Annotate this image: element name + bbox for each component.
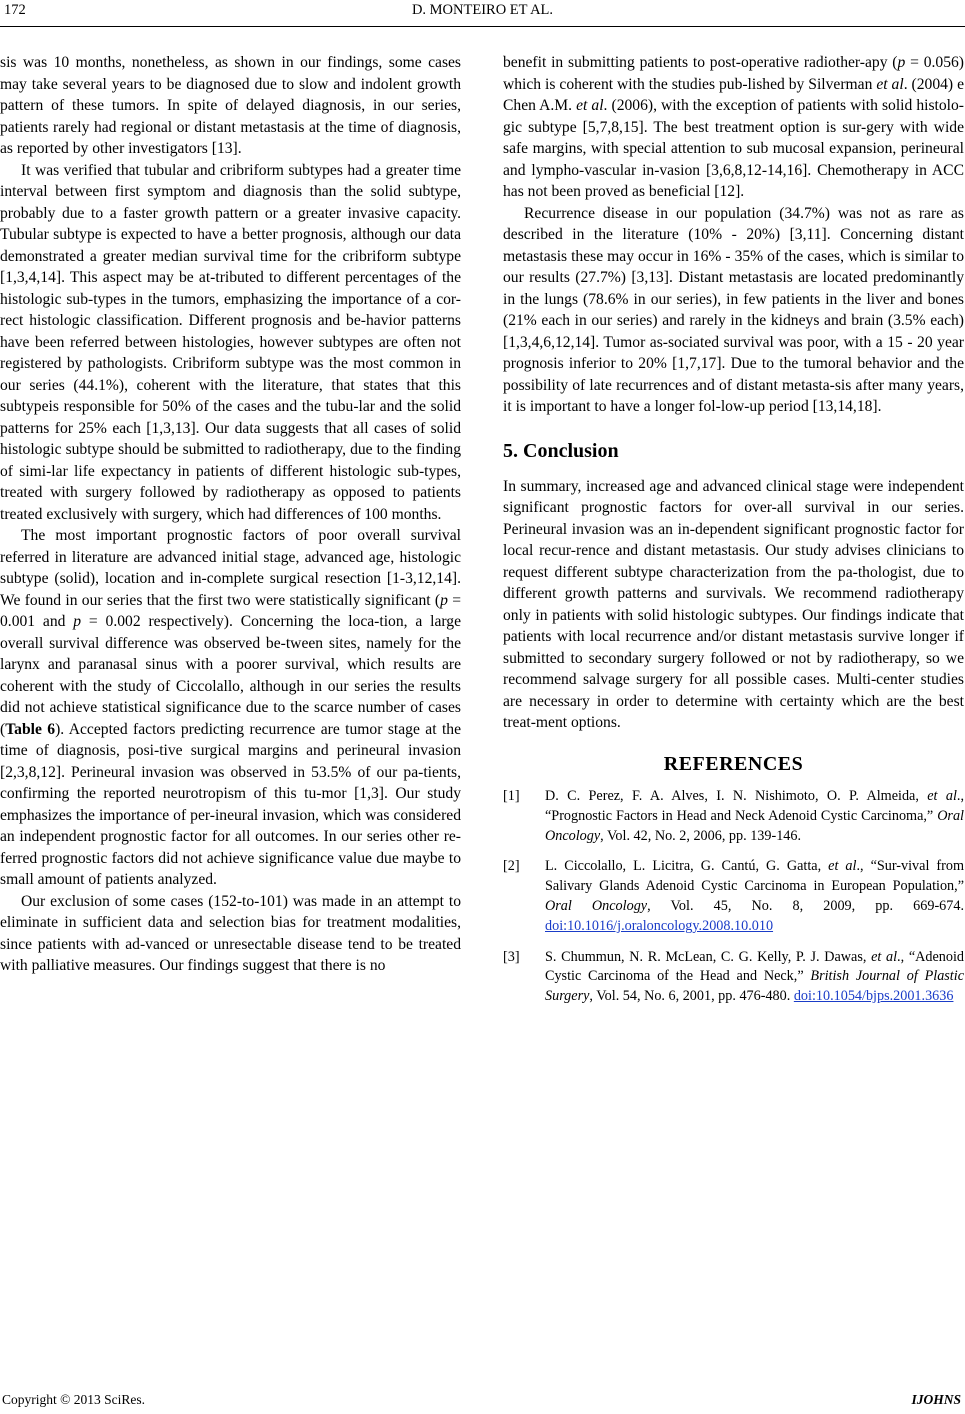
running-title: D. MONTEIRO ET AL. bbox=[411, 2, 554, 18]
text-run: = 0.056) which is coherent with the studies pub-lished by Silverman bbox=[503, 54, 964, 93]
text-run: L. Ciccolallo, L. Licitra, G. Cantú, G. Gatta, bbox=[545, 858, 829, 875]
conclusion-paragraph: In summary, increased age and advanced clinical stage were independent significant prognostic factors for over-all survival in our series. Perineural invasion was an in-dependent significant prognostic factor for local recur-rence and distant metastasis. Our study advises clinicians to request different subtype characterization from the pa-thologist, due to different growth patterns and survivals. We recommend radiotherapy only in patients with solid histologic subtypes. Our findings indicate that patients with local recurrence and/or distant metastasis survive longer if submitted to secondary surgery followed or not by radiotherapy, so we recommend salvage surgery for all possible cases. Multi-center studies are necessary in order to determine with certainty which are the best treat-ment options. bbox=[503, 477, 964, 731]
reference-number: [2] bbox=[503, 858, 520, 875]
paragraph: sis was 10 months, nonetheless, as shown in our findings, some cases may take several years to be diagnosed due to slow and indolent growth pattern of these tumors. In spite of delayed diagnosis, in our series, patients rarely had regional or distant metastasis at the time of diagnosis, as reported by other investigators [13]. bbox=[0, 54, 461, 157]
copyright-notice: Copyright © 2013 SciRes. bbox=[2, 1392, 146, 1407]
text-run: benefit in submitting patients to post-operative radiother-apy ( bbox=[503, 54, 898, 71]
reference-item bbox=[503, 948, 964, 1007]
paragraph: Recurrence disease in our population (34.7%) was not as rare as described in the literature (10% - 20%) [3,11]. Concerning distant metastasis these may occur in 16% - 35% of the cases, which is similar to our results (27.7%) [3,13]. Distant metastasis are located predominantly in the lungs (78.6% in our series), in few patients in the liver and bones (21% each in our series) and rarely in the kidneys and brain (3.5% each) [1,3,4,6,12,14]. Tumor as-sociated survival was poor, with a 15 - 20 year prognosis inferior to 20% [1,7,17]. Due to the tumoral behavior and the possibility of late recurrences and of distant metasta-sis after many years, it is important to have a longer fol-low-up period [13,14,18]. bbox=[503, 204, 964, 415]
et-al: et al bbox=[828, 858, 857, 875]
text-run: ). Accepted factors predicting recurrence are tumor stage at the time of diagnosis, posi-tive surgical margins and perineural invasion [2,3,8,12]. Perineural invasion was observed in 53.5% of our pa-tients, confirming the reported neurotropism of this tu-mor [1,3]. Our study emphasizes the importance of per-ineural invasion, which was considered an independent prognostic factor for all outcomes. In our series other re-ferred prognostic factors did not achieve significance value due maybe to small amount of patients analyzed. bbox=[0, 720, 461, 888]
conclusion-heading: 5. Conclusion bbox=[503, 439, 619, 462]
table-reference: Table 6 bbox=[5, 720, 56, 738]
text-run: . (2006), with the exception of patients with solid histolo-gic subtype [5,7,8,15]. The best treatment option is sur-gery with wide safe margins, with special attention to sub mucosal expansion, perineural and lympho-vascular in-vasion [3,6,8,12-14,16]. Chemotherapy in ACC has not been proved as beneficial [12]. bbox=[503, 97, 964, 200]
et-al: et al bbox=[927, 788, 957, 804]
text-run: ., “Sur-vival from Salivary Glands Adenoid Cystic Carcinoma in European Population,” bbox=[545, 858, 964, 895]
text-run: The most important prognostic factors of poor overall survival referred in literature are advanced initial stage, advanced age, histologic subtype (solid), location and in-complete surgical resection [1-3,12,14]. We found in our series that the first two were statistically significant ( bbox=[0, 527, 461, 609]
header-rule bbox=[0, 26, 965, 27]
right-column bbox=[503, 52, 964, 1018]
reference-text bbox=[545, 857, 964, 936]
journal-name: Oral Oncology bbox=[545, 897, 648, 914]
page-number: 172 bbox=[4, 2, 26, 18]
text-run: = 0.002 respectively). Concerning the loca-tion, a large overall survival difference was observed be-tween sites, namely for the larynx and paranasal sinus with a poorer survival, which results are coherent with the study of Ciccolallo, although in our series the results did not achieve statistical significance due to the scarce number of cases ( bbox=[0, 613, 461, 738]
et-al: et al bbox=[871, 948, 898, 965]
paragraph bbox=[503, 52, 964, 203]
text-run: D. C. Perez, F. A. Alves, I. N. Nishimoto, O. P. Almeida, bbox=[545, 788, 928, 804]
paragraph: It was verified that tubular and cribriform subtypes had a greater time interval between first symptom and diagnosis than the solid subtype, probably due to a faster growth pattern or a greater invasive capacity. Tubular subtype is expected to have a better prognosis, although our data demonstrated a greater median survival time for the cribriform subtype [1,3,4,14]. This aspect may be at-tributed to different percentages of the histologic sub-types in the tumors, emphasizing the importance of a cor-rect histologic classification. Different prognosis and be-havior patterns have been referred between histologies, however subtypes are often not registered by pathologists. Cribriform subtype was the most common in our series (44.1%), coherent with the literature, that states that this subtypeis responsible for 50% of the cases and the tubu-lar and the solid patterns for 25% each [1,3,13]. Our data suggests that all cases of solid histologic subtype should be submitted to radiotherapy, due to the finding of simi-lar life expectancy in patients of different histologic sub-types, treated with surgery followed by radiotherapy as opposed to patients treated exclusively with surgery, which had differences of 100 months. bbox=[0, 161, 461, 523]
et-al: et al bbox=[576, 97, 604, 114]
journal-abbreviation: IJOHNS bbox=[911, 1392, 961, 1407]
p-value-symbol: p bbox=[440, 591, 448, 609]
doi-link[interactable]: doi:10.1054/bjps.2001.3636 bbox=[793, 988, 954, 1005]
reference-text bbox=[545, 787, 964, 846]
reference-number: [1] bbox=[503, 788, 520, 804]
reference-item bbox=[503, 787, 964, 846]
text-run: ., “Adenoid Cystic Carcinoma of the Head and Neck,” bbox=[545, 948, 964, 985]
text-run: ., “Prognostic Factors in Head and Neck Adenoid Cystic Carcinoma,” bbox=[545, 788, 964, 824]
paragraph bbox=[0, 525, 461, 891]
journal-name: British Journal of Plastic Surgery bbox=[545, 968, 964, 1005]
text-run: S. Chummun, N. R. McLean, C. G. Kelly, P. J. Dawas, bbox=[545, 948, 872, 965]
paragraph: Our exclusion of some cases (152-to-101) was made in an attempt to eliminate in sufficient data and selection bias for treatment modalities, since patients with ad-vanced or unresectable disease tend to be treated with palliative measures. Our findings suggest that there is no bbox=[0, 892, 461, 974]
p-value-symbol: p bbox=[73, 613, 82, 630]
doi-link[interactable]: doi:10.1016/j.oraloncology.2008.10.010 bbox=[545, 917, 774, 934]
reference-number: [3] bbox=[503, 948, 520, 965]
reference-text bbox=[545, 948, 964, 1007]
text-run: , Vol. 42, No. 2, 2006, pp. 139-146. bbox=[600, 827, 802, 844]
text-run: = 0.001 and bbox=[0, 591, 461, 630]
p-value-symbol: p bbox=[897, 54, 906, 71]
left-column bbox=[0, 52, 461, 977]
journal-name: Oral Oncology bbox=[545, 807, 964, 844]
reference-item bbox=[503, 857, 964, 936]
text-run: , Vol. 45, No. 8, 2009, pp. 669-674. bbox=[647, 897, 964, 914]
text-run: . (2004) e Chen A.M. bbox=[503, 75, 964, 114]
text-run: , Vol. 54, No. 6, 2001, pp. 476-480. bbox=[589, 988, 794, 1005]
et-al: et al bbox=[876, 75, 904, 93]
references-heading: REFERENCES bbox=[663, 752, 804, 775]
